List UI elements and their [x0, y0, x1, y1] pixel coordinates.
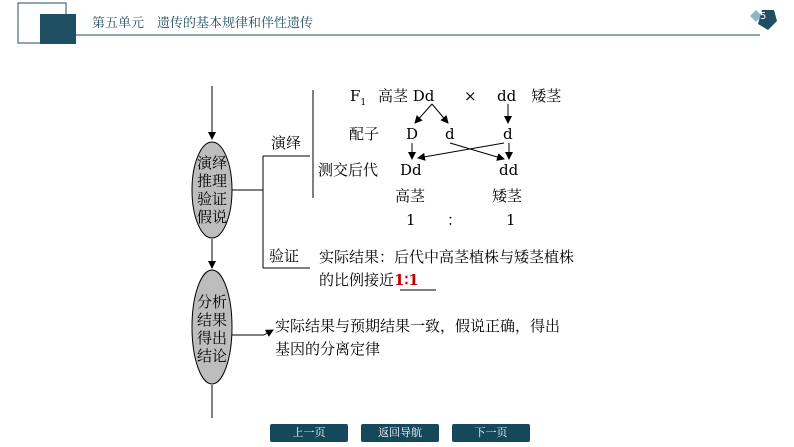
oval-analyze-label: 分析结果得出结论 — [196, 293, 227, 365]
phenotype-short: 矮茎 — [492, 187, 523, 205]
f1-label: $F_1$ — [350, 87, 367, 108]
gamete-D: D — [406, 125, 419, 143]
back-to-nav-button[interactable]: 返回导航 — [361, 424, 439, 442]
gamete-label: 配子 — [349, 125, 380, 143]
phenotype-tall: 高茎 — [395, 187, 426, 205]
gamete-d-2: d — [503, 125, 513, 143]
next-page-button[interactable]: 下一页 — [452, 424, 530, 442]
verify-line-1: 实际结果：后代中高茎植株与矮茎植株 — [319, 248, 575, 266]
branch-verify: 验证 — [269, 247, 300, 265]
answer-ratio: 1∶1 — [394, 271, 419, 289]
prev-page-button[interactable]: 上一页 — [270, 424, 348, 442]
conclusion-line-2: 基因的分离定律 — [275, 340, 381, 358]
verify-line-2: 的比例接近1∶1 — [319, 271, 419, 289]
ratio-right: 1 — [506, 211, 516, 229]
ratio-left: 1 — [406, 211, 416, 229]
cross-symbol: × — [464, 87, 477, 105]
offspring-dd: dd — [499, 161, 519, 179]
offspring-label: 测交后代 — [318, 161, 379, 179]
page-number: 5 — [760, 11, 767, 22]
short-parent: dd 矮茎 — [497, 87, 562, 105]
unit-title: 第五单元 遗传的基本规律和伴性遗传 — [92, 16, 314, 31]
ratio-colon: ： — [447, 211, 463, 229]
branch-deduce: 演绎 — [271, 134, 302, 152]
offspring-Dd: Dd — [400, 161, 422, 179]
conclusion-line-1: 实际结果与预期结果一致，假说正确，得出 — [275, 317, 561, 335]
tall-parent: 高茎 Dd — [378, 87, 435, 105]
oval-deduce-label: 演绎推理验证假说 — [196, 154, 227, 226]
gamete-d-1: d — [445, 125, 455, 143]
